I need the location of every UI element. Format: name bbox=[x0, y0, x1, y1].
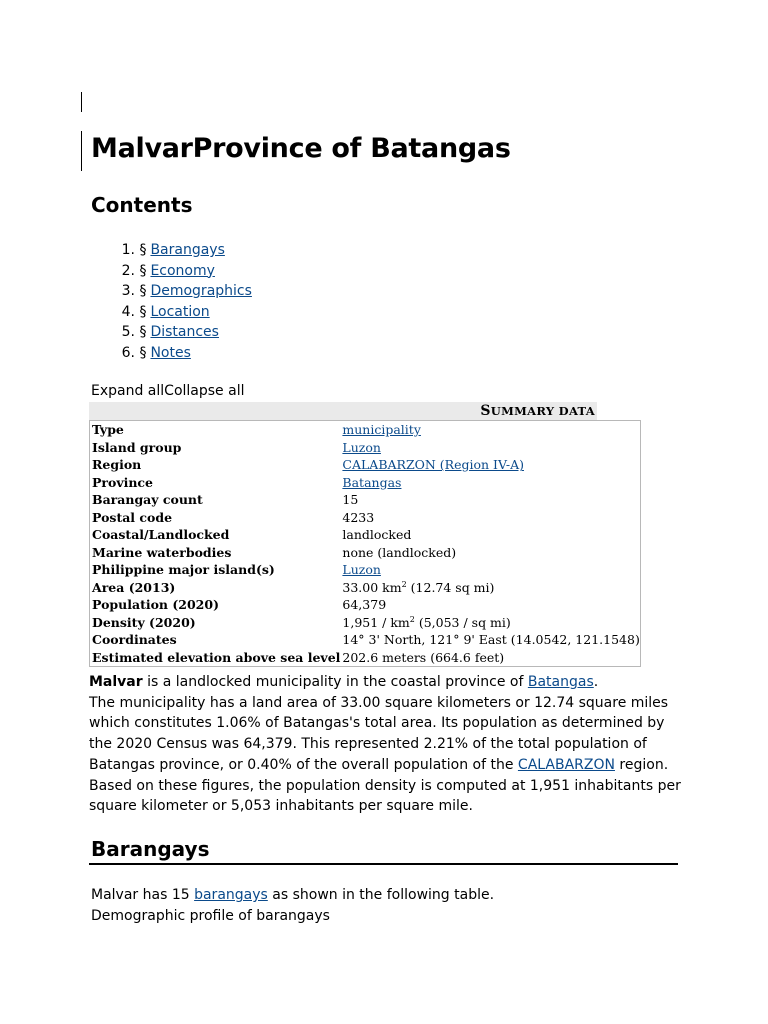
section-icon: § bbox=[139, 303, 147, 320]
section-icon: § bbox=[139, 262, 147, 279]
toc-link-location[interactable]: Location bbox=[150, 303, 210, 320]
section-divider bbox=[89, 863, 678, 865]
barangays-heading: Barangays bbox=[91, 837, 210, 861]
toc-item-notes: 6. § Notes bbox=[121, 344, 191, 361]
barangays-text bbox=[91, 885, 691, 926]
barangays-intro: Malvar has 15 barangays as shown in the following table. bbox=[91, 887, 495, 903]
density-value: $1,951 / km^2$ (5,053 / sq mi) bbox=[342, 614, 511, 630]
toc-link-economy[interactable]: Economy bbox=[150, 262, 215, 279]
table-row: Barangay count 15 bbox=[90, 491, 641, 509]
province-link[interactable]: Batangas bbox=[342, 474, 402, 490]
coastal-value: landlocked bbox=[342, 527, 412, 543]
table-row: Coordinates 14° 3' North, 121° 9' East (14.0542, 121.1548) bbox=[92, 632, 640, 648]
area-value: 33.00 $km^2$ (12.74 sq mi) bbox=[342, 579, 495, 595]
toc-link-distances[interactable]: Distances bbox=[150, 324, 219, 341]
table-row: Postal code 4233 bbox=[90, 509, 641, 527]
island-group-link[interactable]: Luzon bbox=[342, 439, 381, 455]
intro-paragraph: The municipality has a land area of 33.00 square kilometers or 12.74 square miles which constitutes 1.06% of Batangas's total area. Its population as determined by the 2020 Census was 64,379. This represented 2.21% of the total population of Batangas province, or 0.40% of the overall population of the CALABARZON region. Based on these figures, the population density is computed at 1,951 inhabitants per square kilometer or 5,053 inhabitants per square mile. bbox=[89, 694, 681, 815]
type-link[interactable]: municipality bbox=[342, 422, 421, 438]
toc-item-barangays: 1. § Barangays bbox=[121, 242, 225, 258]
table-row: Area (2013) 33.00 $km^2$ (12.74 sq mi) bbox=[90, 579, 641, 597]
intro-text bbox=[89, 672, 689, 817]
summary-table bbox=[89, 420, 641, 667]
barangays-table-caption: Demographic profile of barangays bbox=[91, 907, 330, 924]
table-row: Coastal/Landlocked landlocked bbox=[90, 526, 641, 544]
barangays-link[interactable]: barangays bbox=[194, 887, 268, 903]
expand-all-button[interactable]: Expand all bbox=[91, 383, 165, 399]
toc-item-economy: 2. § Economy bbox=[121, 262, 215, 279]
toc-item-distances: 5. § Distances bbox=[121, 324, 219, 341]
table-row: Population (2020) 64,379 bbox=[90, 596, 641, 614]
table-of-contents bbox=[91, 240, 252, 364]
expand-collapse-controls bbox=[91, 383, 244, 399]
intro-sentence: Malvar is a landlocked municipality in the coastal province of Batangas. bbox=[89, 674, 599, 690]
section-icon: § bbox=[139, 283, 147, 300]
table-row: Density (2020) $1,951 / km^2$ (5,053 / sq mi) bbox=[90, 614, 641, 632]
batangas-link[interactable]: Batangas bbox=[527, 674, 594, 690]
table-row: Philippine major island(s) Luzon bbox=[92, 562, 381, 578]
calabarzon-link[interactable]: CALABARZON bbox=[517, 756, 615, 773]
toc-link-demographics[interactable]: Demographics bbox=[150, 283, 252, 300]
region-link[interactable]: CALABARZON (Region IV-A) bbox=[342, 457, 524, 473]
table-row: Marine waterbodies none (landlocked) bbox=[90, 544, 641, 562]
section-icon: § bbox=[139, 324, 147, 341]
contents-heading: Contents bbox=[91, 193, 193, 217]
section-icon: § bbox=[139, 344, 147, 361]
collapse-all-button[interactable]: Collapse all bbox=[164, 383, 245, 399]
coordinates-value: 14° 3' North, 121° 9' East (14.0542, 121.1548) bbox=[342, 632, 640, 648]
toc-link-barangays[interactable]: Barangays bbox=[150, 242, 225, 258]
postal-code-value: 4233 bbox=[342, 509, 375, 525]
table-row: Province Batangas bbox=[92, 474, 402, 490]
major-island-link[interactable]: Luzon bbox=[342, 562, 381, 578]
title-margin-bar bbox=[81, 131, 82, 171]
barangay-count-value: 15 bbox=[342, 492, 359, 508]
text-cursor bbox=[81, 92, 82, 112]
population-value: 64,379 bbox=[342, 597, 387, 613]
section-icon: § bbox=[139, 242, 147, 258]
summary-caption: SUMMARY DATA bbox=[89, 402, 597, 420]
elevation-value: 202.6 meters (664.6 feet) bbox=[342, 649, 505, 665]
toc-item-demographics: 3. § Demographics bbox=[121, 283, 252, 300]
page-title: MalvarProvince of Batangas bbox=[91, 133, 511, 164]
table-row: Type municipality bbox=[92, 422, 421, 438]
summary-data-box bbox=[89, 402, 640, 667]
table-row: Region CALABARZON (Region IV-A) bbox=[92, 457, 524, 473]
toc-item-location: 4. § Location bbox=[121, 303, 210, 320]
table-row: Estimated elevation above sea level 202.6 meters (664.6 feet) bbox=[90, 649, 641, 667]
toc-link-notes[interactable]: Notes bbox=[150, 344, 191, 361]
marine-value: none (landlocked) bbox=[342, 544, 457, 560]
table-row: Island group Luzon bbox=[92, 439, 381, 455]
